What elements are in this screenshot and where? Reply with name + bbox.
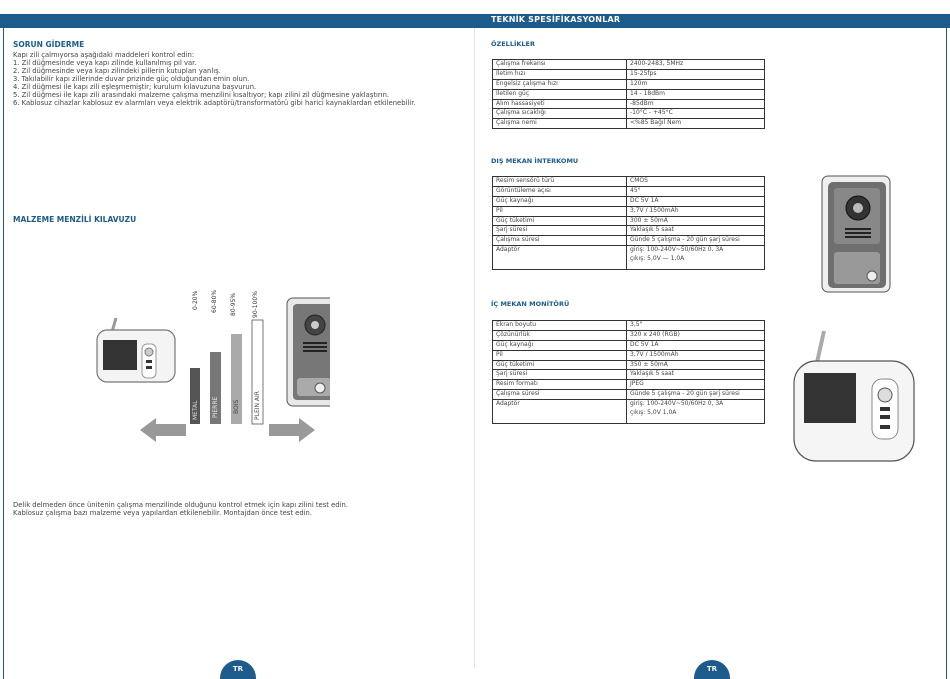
left-page-number: TR — [220, 660, 256, 679]
table-row — [493, 119, 765, 129]
table-row — [493, 216, 765, 226]
outdoor-title: DIŞ MEKAN İNTERKOMU — [491, 157, 579, 165]
spec-value: CMOS — [627, 177, 765, 187]
right-page-number: TR — [694, 660, 730, 679]
table-row — [493, 99, 765, 109]
spec-value: DC 5V 1A — [627, 340, 765, 350]
table-row — [493, 380, 765, 390]
spec-value: 3,7V / 1500mAh — [627, 206, 765, 216]
adaptor-input: giriş: 100-240V~50/60Hz 0, 3A — [630, 246, 724, 254]
spec-key: Güç tüketimi — [493, 360, 627, 370]
troubleshooting-title: SORUN GİDERME — [13, 40, 85, 49]
material-label: PIERRE — [212, 396, 219, 418]
spec-value: 3,5" — [627, 321, 765, 331]
troubleshooting-line: 6. Kablosuz cihazlar kablosuz ev alarmları veya elektrik adaptörü/transformatörü gibi harici kaynaklardan etkilenebilir. — [13, 99, 416, 107]
spec-value: JPEG — [627, 380, 765, 390]
table-row — [493, 400, 765, 424]
troubleshooting-line: 2. Zil düğmesinde veya kapı zilindeki pillerin kutupları yanlış. — [13, 67, 221, 75]
spec-key: Ekran boyutu — [493, 321, 627, 331]
table-row — [493, 360, 765, 370]
range-percent-label: 0-20% — [192, 290, 199, 310]
right-border — [946, 28, 947, 679]
spec-key: Güç tüketimi — [493, 216, 627, 226]
spec-key: Pil — [493, 350, 627, 360]
spec-key: Çalışma süresi — [493, 390, 627, 400]
spec-key: Pil — [493, 206, 627, 216]
header-bar — [0, 14, 950, 28]
left-arrow — [140, 418, 186, 442]
spec-key: Çözünürlük — [493, 330, 627, 340]
spec-key: Çalışma süresi — [493, 236, 627, 246]
spec-value: <%85 Bağıl Nem — [627, 119, 765, 129]
spec-key: Engelsiz çalışma hızı — [493, 79, 627, 89]
spec-value: -85dBm — [627, 99, 765, 109]
range-notes — [13, 501, 348, 517]
table-row — [493, 390, 765, 400]
range-guide-title: MALZEME MENZİLİ KILAVUZU — [13, 215, 137, 224]
indoor-monitor-image — [97, 318, 175, 382]
header-title: TEKNİK SPESİFİKASYONLAR — [491, 15, 621, 24]
spec-key: Şarj süresi — [493, 226, 627, 236]
troubleshooting-line: 1. Zil düğmesinde veya kapı zilinde kullanılmış pil var. — [13, 59, 197, 67]
adaptor-input: giriş: 100-240V~50/60Hz 0, 3A — [630, 400, 724, 408]
table-row — [493, 246, 765, 270]
range-percent-label: 90-100% — [252, 291, 259, 318]
table-row — [493, 196, 765, 206]
spec-value: Günde 5 çalışma - 20 gün şarj süresi — [627, 236, 765, 246]
table-row — [493, 89, 765, 99]
table-row — [493, 350, 765, 360]
spec-value — [627, 246, 765, 270]
material-label: METAL — [192, 400, 199, 420]
spec-key: Resim sensörü türü — [493, 177, 627, 187]
spec-key: Güç kaynağı — [493, 196, 627, 206]
table-row — [493, 79, 765, 89]
spec-key: İletim hızı — [493, 69, 627, 79]
left-border — [3, 28, 4, 679]
table-row — [493, 330, 765, 340]
outdoor-table — [492, 176, 765, 270]
spec-value: 2400-2483, 5MHz — [627, 60, 765, 70]
outdoor-intercom-image — [818, 172, 894, 296]
troubleshooting-list — [13, 51, 416, 107]
table-row — [493, 226, 765, 236]
adaptor-output: çıkış: 5,0V — 1,0A — [630, 254, 685, 262]
troubleshooting-line: 5. Zil düğmesi ile kapı zili arasındaki malzeme çalışma menzilini kısaltıyor; kapı zilini zil düğmesine yaklaştırın. — [13, 91, 390, 99]
spec-key: Şarj süresi — [493, 370, 627, 380]
spec-key: Çalışma sıcaklığı — [493, 109, 627, 119]
spec-value: DC 5V 1A — [627, 196, 765, 206]
table-row — [493, 236, 765, 246]
spec-value: 14 - 18dBm — [627, 89, 765, 99]
adaptor-output: çıkış: 5,0V 1,0A — [630, 408, 677, 416]
table-row — [493, 109, 765, 119]
spec-key: Görüntüleme açısı — [493, 186, 627, 196]
range-percent-label: 60-80% — [211, 289, 218, 313]
spec-value: 15-25fps — [627, 69, 765, 79]
table-row — [493, 206, 765, 216]
table-row — [493, 340, 765, 350]
outdoor-intercom-image — [287, 298, 330, 406]
range-percent-label: 80-95% — [230, 292, 237, 316]
troubleshooting-line: 3. Takılabilir kapı zillerinde duvar prizinde güç olduğundan emin olun. — [13, 75, 250, 83]
spec-key: İletilen güç — [493, 89, 627, 99]
spec-value: 320 x 240 (RGB) — [627, 330, 765, 340]
spec-value: 300 ± 50mA — [627, 216, 765, 226]
spec-value: -10°C - +45°C — [627, 109, 765, 119]
indoor-table — [492, 320, 765, 424]
right-arrow — [269, 418, 315, 442]
table-row — [493, 177, 765, 187]
troubleshooting-line: 4. Zil düğmesi ile kapı zili eşleşmemiştir; kurulum kılavuzuna başvurun. — [13, 83, 257, 91]
range-note: Delik delmeden önce ünitenin çalışma menzilinde olduğunu kontrol etmek için kapı zilini test edin. — [13, 501, 348, 509]
material-label: PLEIN AIR — [254, 391, 261, 420]
indoor-title: İÇ MEKAN MONİTÖRÜ — [491, 300, 570, 308]
range-note: Kablosuz çalışma bazı malzeme veya yapılardan etkilenebilir. Montajdan önce test edin. — [13, 509, 313, 517]
spec-value — [627, 400, 765, 424]
spec-key: Çalışma frekansı — [493, 60, 627, 70]
spec-value: Yaklaşık 5 saat — [627, 226, 765, 236]
spec-key: Çalışma nemi — [493, 119, 627, 129]
page-divider — [474, 28, 475, 668]
spec-key: Alım hassasiyeti — [493, 99, 627, 109]
spec-value: 3,7V / 1500mAh — [627, 350, 765, 360]
features-table — [492, 59, 765, 129]
table-row — [493, 60, 765, 70]
troubleshooting-line: Kapı zili çalmıyorsa aşağıdaki maddeleri kontrol edin: — [13, 51, 195, 59]
table-row — [493, 186, 765, 196]
spec-value: Günde 5 çalışma - 20 gün şarj süresi — [627, 390, 765, 400]
spec-value: 350 ± 50mA — [627, 360, 765, 370]
table-row — [493, 370, 765, 380]
spec-value: 45° — [627, 186, 765, 196]
indoor-monitor-image — [790, 325, 918, 465]
spec-key: Adaptör — [493, 400, 627, 424]
spec-value: Yaklaşık 5 saat — [627, 370, 765, 380]
spec-key: Resim formatı — [493, 380, 627, 390]
features-title: ÖZELLİKLER — [491, 40, 536, 48]
table-row — [493, 321, 765, 331]
spec-key: Güç kaynağı — [493, 340, 627, 350]
spec-value: 120m — [627, 79, 765, 89]
table-row — [493, 69, 765, 79]
spec-key: Adaptör — [493, 246, 627, 270]
material-label: BOIS — [233, 399, 240, 414]
range-illustration — [90, 290, 330, 450]
